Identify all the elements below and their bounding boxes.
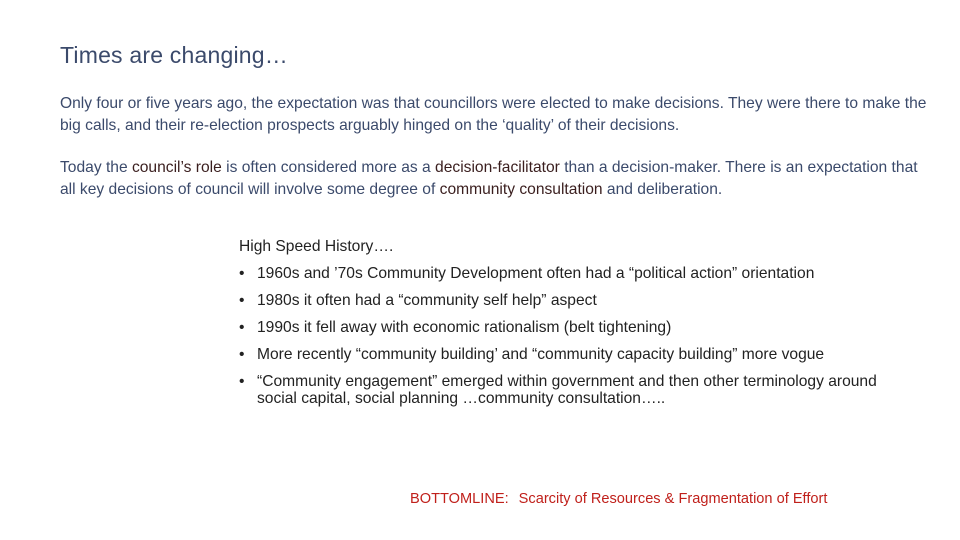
bottomline-text: Scarcity of Resources & Fragmentation of Effort — [518, 491, 828, 507]
highlight-councils-role: council’s role — [131, 159, 222, 176]
role-text-3: than a decision-maker. There is an expectation that all key decisions of council will involve some degree of — [60, 159, 918, 198]
role-paragraph — [60, 157, 930, 201]
history-item — [239, 319, 899, 336]
bullet-glyph: • — [239, 292, 245, 309]
bullet-glyph: • — [239, 373, 245, 390]
slide-title: Times are changing… — [60, 42, 288, 68]
history-item-text: “Community engagement” emerged within government and then other terminology around social capital, social planning …community consultation….. — [257, 373, 877, 407]
history-item-text: 1980s it often had a “community self help” aspect — [257, 292, 597, 309]
history-block — [239, 238, 899, 417]
bottomline — [410, 491, 827, 507]
history-heading: High Speed History…. — [239, 238, 394, 255]
history-item — [239, 292, 899, 309]
history-item-text: 1990s it fell away with economic rationalism (belt tightening) — [257, 319, 672, 336]
history-item — [239, 346, 899, 363]
history-item-text: More recently “community building’ and “community capacity building” more vogue — [257, 346, 825, 363]
bullet-glyph: • — [239, 346, 245, 363]
highlight-decision-facilitator: decision-facilitator — [435, 159, 560, 176]
intro-paragraph: Only four or five years ago, the expectation was that councillors were elected to make decisions. They were there to make the big calls, and their re-election prospects arguably hinged on the ‘quality’ of their decisions. — [60, 95, 927, 134]
history-list — [239, 265, 899, 407]
history-item — [239, 373, 899, 407]
highlight-community-consultation: community consultation — [439, 181, 603, 198]
role-text-2: is often considered more as a — [221, 159, 436, 176]
bullet-glyph: • — [239, 265, 245, 282]
bullet-glyph: • — [239, 319, 245, 336]
role-text-1: Today the — [60, 159, 132, 176]
history-item — [239, 265, 899, 282]
bottomline-label: BOTTOMLINE: — [410, 491, 509, 507]
history-item-text: 1960s and ’70s Community Development often had a “political action” orientation — [257, 265, 815, 282]
role-text-4: and deliberation. — [602, 181, 723, 198]
